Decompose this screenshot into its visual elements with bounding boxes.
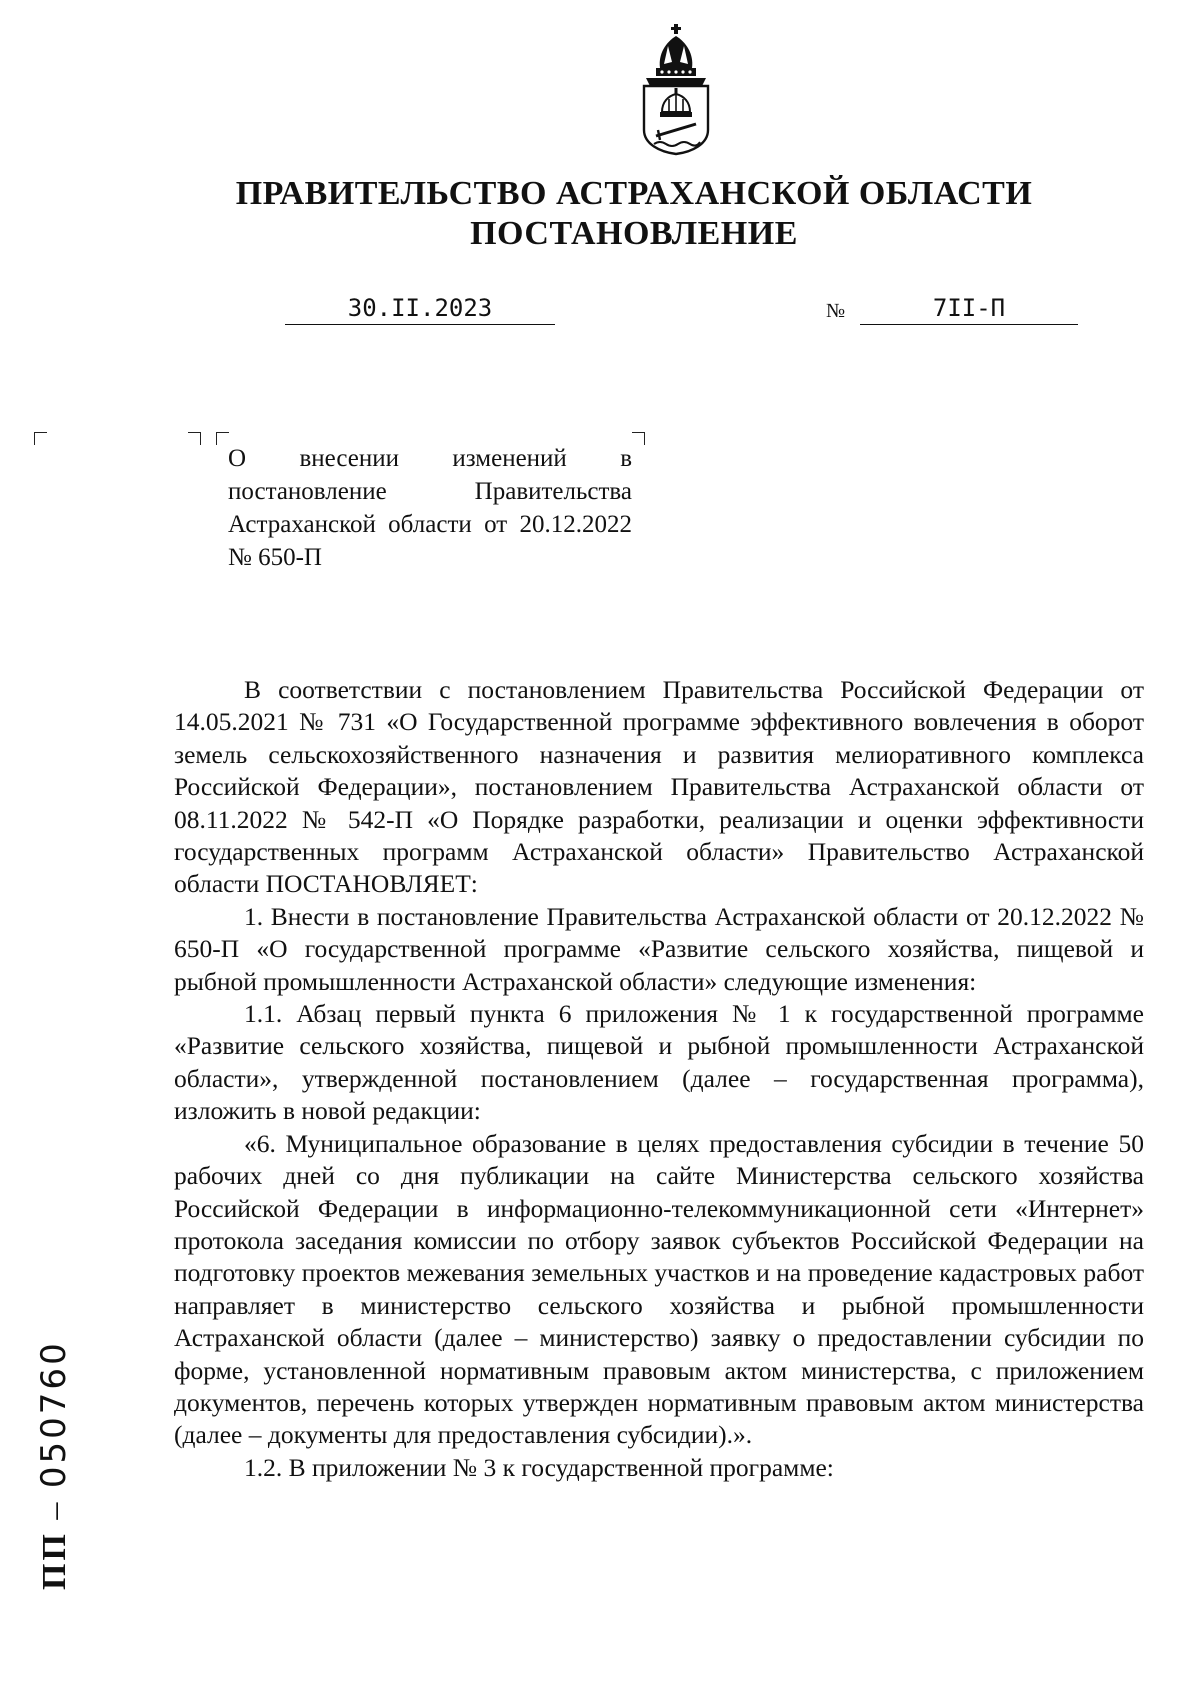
document-number: 7II-П [860,292,1078,325]
body-paragraph-preamble: В соответствии с постановлением Правительства Российской Федерации от 14.05.2021 № 731 «О Государственной программе эффективного вовлечения в оборот земель сельскохозяйственного назначения и развития мелиоративного комплекса Российской Федерации», постановлением Правительства Астраханской области от 08.11.2022 № 542-П «О Порядке разработки, реализации и оценки эффективности государственных программ Астраханской области» Правительство Астраханской области ПОСТАНОВЛЯЕТ: [174,675,1144,899]
coat-of-arms-icon [636,24,716,156]
authority-title: ПРАВИТЕЛЬСТВО АСТРАХАНСКОЙ ОБЛАСТИ [235,175,1033,212]
body-paragraph-quote-6: «6. Муниципальное образование в целях предоставления субсидии в течение 50 рабочих дней со дня публикации на сайте Министерства сельского хозяйства Российской Федерации в информационно-телекоммуникационной сети «Интернет» протокола заседания комиссии по отбору заявок субъектов Российской Федерации на подготовку проектов межевания земельных участков и на проведение кадастровых работ направляет в министерство сельского хозяйства и рыбной промышленности Астраханской области (далее – министерство) заявку о предоставлении субсидии по форме, установленной нормативным правовым актом министерства, с приложением документов, перечень которых утвержден нормативным правовым актом министерства (далее – документы для предоставления субсидии).». [174,1128,1144,1450]
document-date: 30.II.2023 [285,292,555,325]
subject-bracket-right [632,432,645,445]
subject-bracket-left-close [188,432,201,445]
number-sign: № [826,300,846,322]
body-paragraph-item-1-1: 1.1. Абзац первый пункта 6 приложения № 1 к государственной программе «Развитие сельского хозяйства, пищевой и рыбной промышленности Астраханской области», утвержденной постановлением (далее – государственная программа), изложить в новой редакции: [174,999,1144,1126]
serial-code: 050760 [34,1340,74,1489]
serial-prefix: ПП [36,1531,73,1590]
serial-separator: – [36,1488,73,1532]
document-subject: О внесении изменений в постановление Правительства Астраханской области от 20.12.2022 № 650-П [228,445,632,571]
side-serial-stamp [34,1340,74,1590]
body-paragraph-item-1: 1. Внести в постановление Правительства Астраханской области от 20.12.2022 № 650-П «О государственной программе «Развитие сельского хозяйства, пищевой и рыбной промышленности Астраханской области» следующие изменения: [174,901,1144,996]
body-paragraph-item-1-2: 1.2. В приложении № 3 к государственной программе: [244,1452,834,1482]
left-margin-corner-mark [34,432,47,445]
document-body [174,674,1144,1484]
document-type-title: ПОСТАНОВЛЕНИЕ [470,215,798,252]
